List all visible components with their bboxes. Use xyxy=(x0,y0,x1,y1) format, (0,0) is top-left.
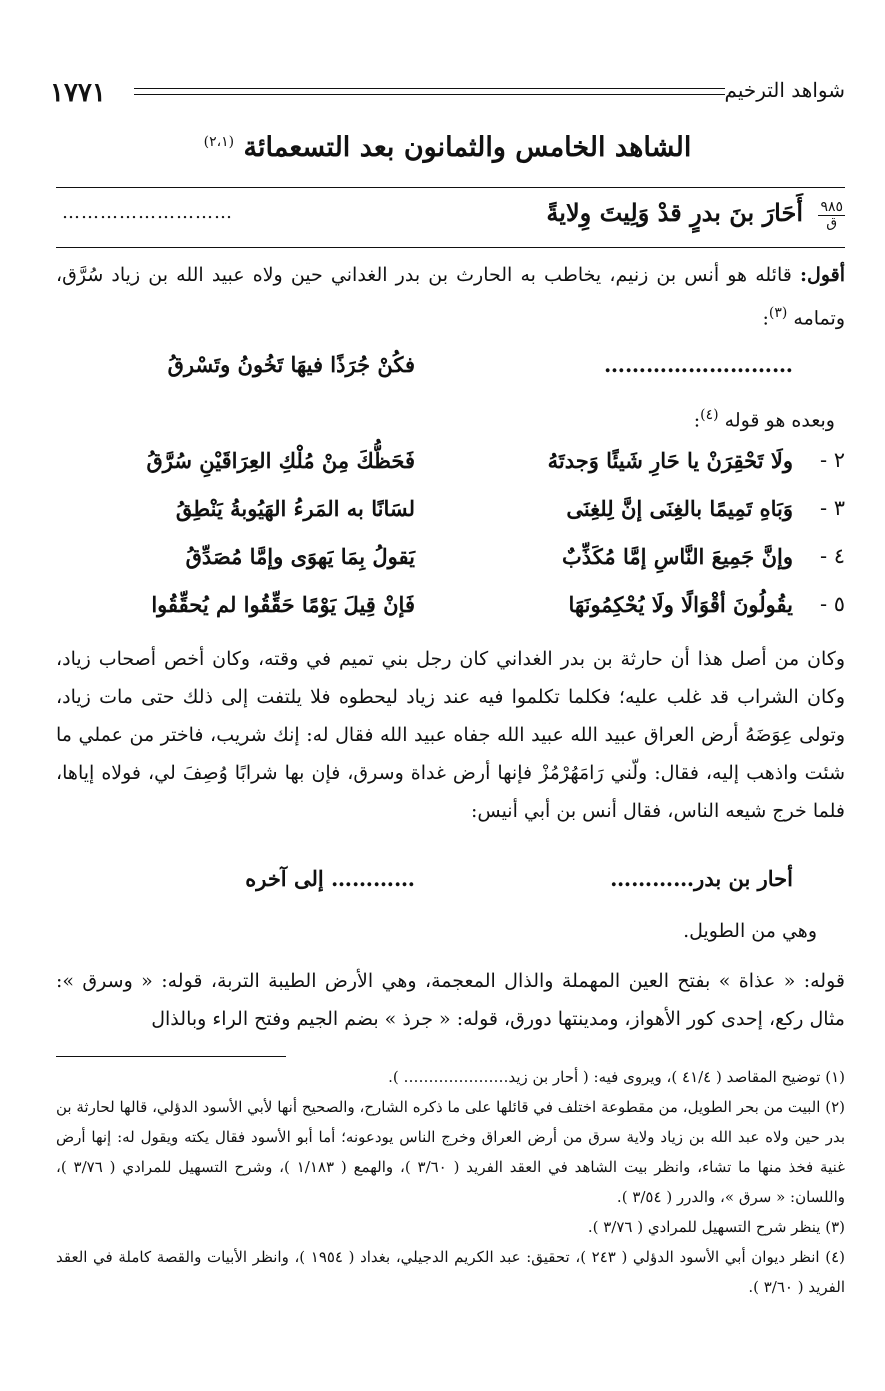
shahid-verse xyxy=(56,198,845,244)
section-title xyxy=(50,132,845,163)
header-rule xyxy=(134,88,725,95)
quote-b: ………… إلى آخره xyxy=(245,866,415,891)
footnote-rule xyxy=(56,1056,286,1057)
shahid-text: أَحَارَ بنَ بدرٍ قدْ وَلِيتَ وِلايةً xyxy=(546,198,803,227)
page-header xyxy=(50,78,845,114)
meter-note: وهي من الطويل. xyxy=(683,920,817,942)
paragraph-intro: أقول: قائله هو أنس بن زنيم، يخاطب به الحارث بن بدر الغداني حين ولاه عبيد الله بن زياد سُرَّق، وتمامه $^{(٣)}$: xyxy=(56,264,845,330)
footnote: (٢) البيت من بحر الطويل، من مقطوعة اختلف في قائلها على ما ذكره الشارح، والصحيح أنها لأبي الأسود الدؤلي، قالها لحارثة بن بدر حين ولاه عبد الله بن زياد ولاية سرق من أرض العراق وخرج الناس يودعونه؛ أما أبو الأسود فقال يكته ويقول له: إنها أرض غنية فخذ منها ما تشاء، وانظر بيت الشاهد في العقد الفريد ( ٣/٦٠ )، والهمع ( ١/١٨٣ )، وشرح التسهيل للمرادي ( ٣/٧٦ )، واللسان: « سرق »، والدرر ( ٣/٥٤ ). xyxy=(56,1098,845,1206)
quote-line xyxy=(50,866,845,910)
verse-line: ٣ - وَبَاهِ تَمِيمًا بالغِنَى إنَّ لِلغِنَى لسَانًا به المَرءُ الهَيُوبةُ يَنْطِقُ xyxy=(175,496,845,521)
intro-note-ref: (٣) xyxy=(768,305,788,321)
running-title: شواهد الترخيم xyxy=(724,78,845,102)
intro-text: قائله هو أنس بن زنيم، يخاطب به الحارث بن بدر الغداني حين ولاه عبيد الله بن زياد سُرَّق، وتمامه xyxy=(56,264,845,330)
quote-a: أحار بن بدر………… xyxy=(610,866,793,891)
complete-dots: ……………………… xyxy=(604,352,793,377)
verse-line: ٤ - وإنَّ جَمِيعَ النَّاسِ إمَّا مُكَذِّبٌ يَقولُ بِمَا يَهوَى وإمَّا مُصَدِّقُ xyxy=(185,544,845,569)
verse-complete xyxy=(50,352,845,396)
title-rule xyxy=(56,187,845,188)
intro-lead: أقول: xyxy=(800,264,845,286)
section-title-note-ref: (٢،١) xyxy=(203,134,235,150)
paragraph-story: وكان من أصل هذا أن حارثة بن بدر الغداني كان رجل بني تميم في وقته، وكان أخص أصحاب زياد، وكان الشراب قد غلب عليه؛ فكلما تكلموا فيه عند زياد ليحطوه فلا يلتفت إلى ذلك حتى مات زياد، وتولى عِوَضَهُ أرض العراق عبيد الله عبيد الله جفاه عبيد الله فقال له: إنك شريب، فاختر من عملي ما شئت واذهب إليه، فقال: ولّني رَامَهُرْمُزْ فإنها أرض غداة وسرق، فإن بها شرابًا وُصِفَ لي، فولاه إياها، فلما خرج شيعه الناس، فقال أنس بن أبي أنيس: xyxy=(56,648,845,822)
after-label: وبعده هو قوله $^{(٤)}$: xyxy=(693,407,835,432)
footnote: (٣) ينظر شرح التسهيل للمرادي ( ٣/٧٦ ). xyxy=(587,1218,845,1236)
footnote: (١) توضيح المقاصد ( ٤١/٤ )، ويروى فيه: ( أحار بن زيد………………… ). xyxy=(388,1068,845,1086)
shahid-number: ٩٨٥ ق xyxy=(820,199,843,231)
page-number: ١٧٧١ xyxy=(50,78,106,108)
verse-line: ٢ - ولَا تَحْقِرَنْ يا حَارِ شَيئًا وَجدتَهُ فَحَظُّكَ مِنْ مُلْكِ العِرَاقَيْنِ سُرَّقُ xyxy=(146,448,845,473)
shahid-rule xyxy=(56,247,845,248)
section-title-text: الشاهد الخامس والثمانون بعد التسعمائة xyxy=(243,132,692,163)
verse-line: ٥ - يقُولُونَ أقْوَالًا ولَا يُحْكِمُونَهَا فَإنْ قِيلَ يَوْمًا حَقِّقُوا لم يُحقِّقُوا xyxy=(151,592,845,617)
paragraph-gloss: قوله: « عذاة » بفتح العين المهملة والذال المعجمة، وهي الأرض الطيبة التربة، قوله: « وسرق »: مثال ركع، إحدى كور الأهواز، ومدينتها دورق، قوله: « جرذ » بضم الجيم وفتح الراء وبالذال xyxy=(56,970,845,1030)
book-page xyxy=(50,60,845,1360)
footnote: (٤) انظر ديوان أبي الأسود الدؤلي ( ٢٤٣ )، تحقيق: عبد الكريم الدجيلي، بغداد ( ١٩٥٤ )، وانظر الأبيات والقصة كاملة في العقد الفريد ( ٣/٦٠ ). xyxy=(56,1248,845,1296)
complete-hemistich: فكُنْ جُرَذًا فيهَا تَخُونُ وتَسْرقُ xyxy=(167,352,415,377)
shahid-dots: ……………………… xyxy=(62,202,233,223)
